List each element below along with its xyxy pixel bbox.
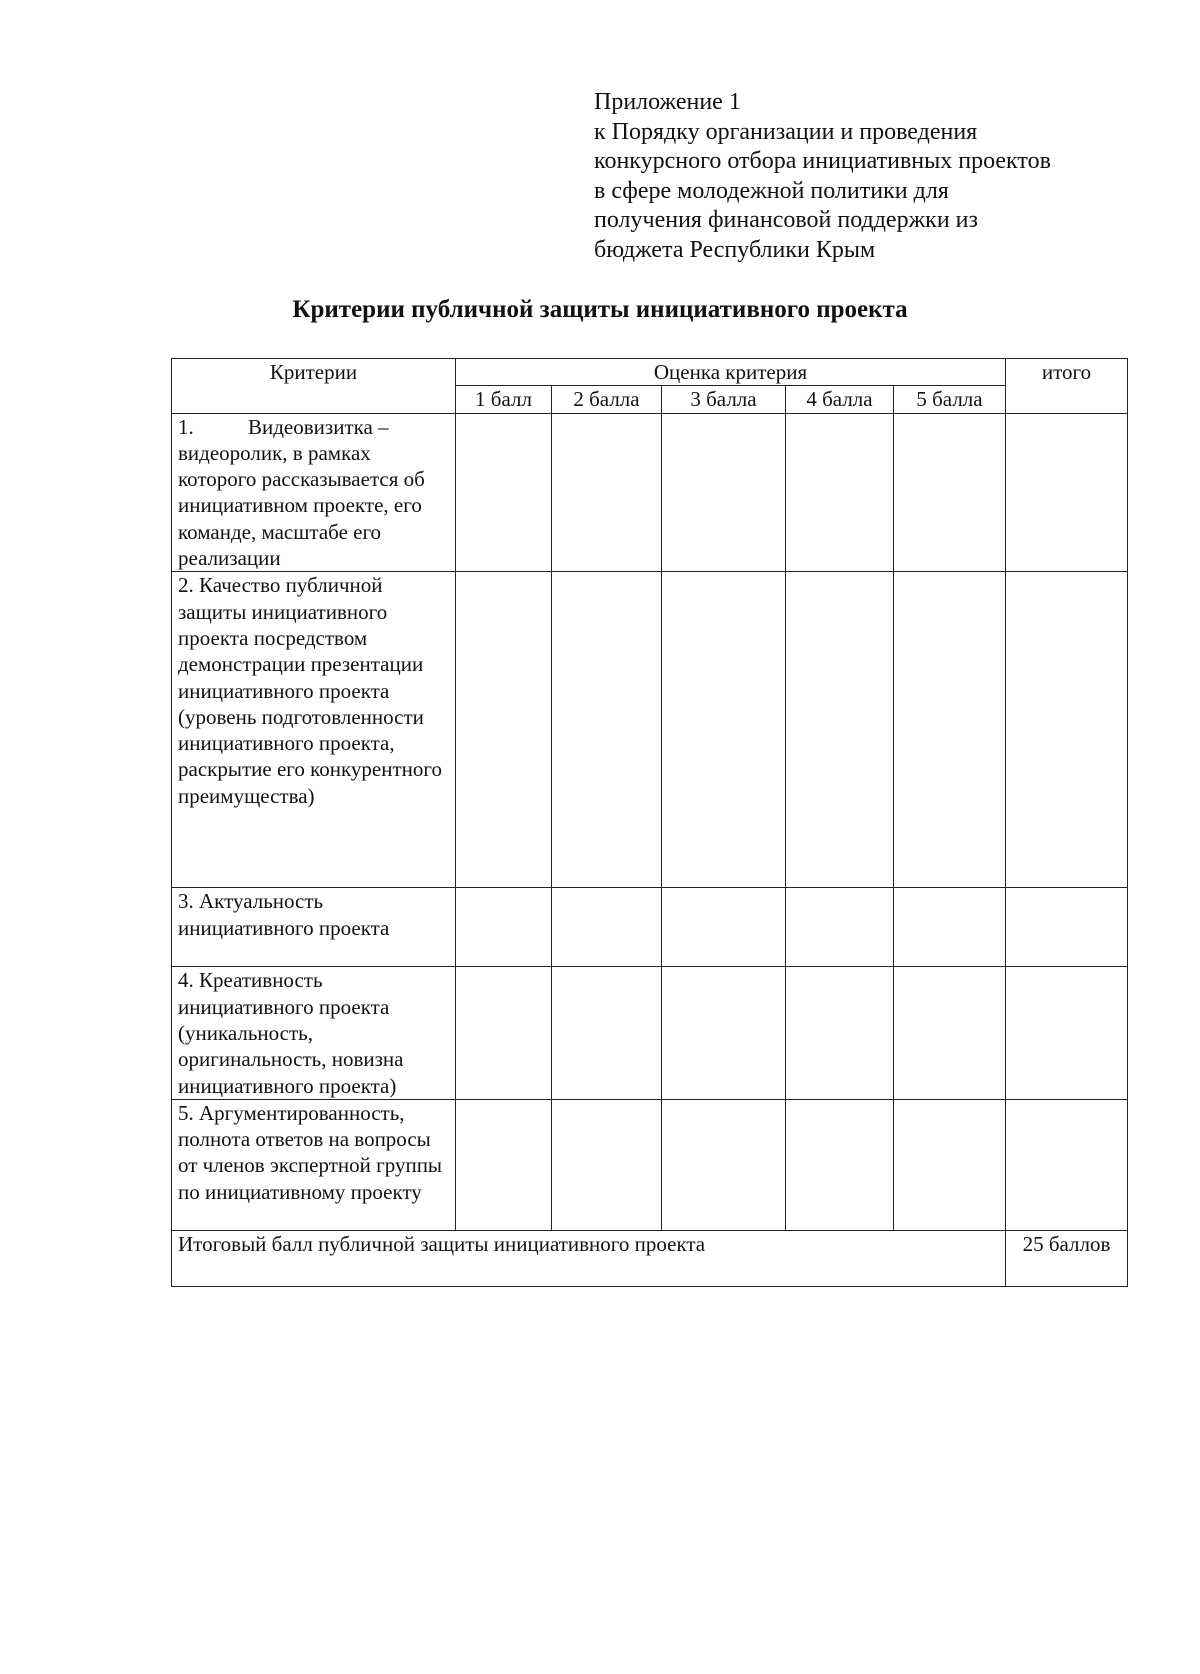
criterion-text: 2. Качество публичной защиты инициативного проекта посредством демонстрации презентации инициативного проекта (уровень подготовленности инициативного проекта, раскрытие его конкурентного преимущества) (172, 572, 456, 888)
appendix-header (594, 88, 1051, 265)
table-row (172, 572, 1128, 888)
total-value: 25 баллов (1006, 1230, 1128, 1286)
criterion-first-line (178, 414, 449, 440)
criterion-text: 4. Креативность инициативного проекта (уникальность, оригинальность, новизна инициативного проекта) (172, 967, 456, 1099)
total-cell (1006, 1099, 1128, 1230)
header-score-4: 4 балла (786, 386, 894, 413)
score-cell (894, 888, 1006, 967)
score-cell (552, 967, 662, 1099)
score-cell (786, 967, 894, 1099)
header-criteria: Критерии (172, 359, 456, 414)
table-row (172, 1099, 1128, 1230)
table-row (172, 967, 1128, 1099)
score-cell (786, 572, 894, 888)
score-cell (662, 967, 786, 1099)
total-label: Итоговый балл публичной защиты инициативного проекта (172, 1230, 1006, 1286)
score-cell (894, 413, 1006, 572)
criteria-table (171, 358, 1128, 1287)
score-cell (552, 572, 662, 888)
table-header-row (172, 359, 1128, 386)
score-cell (894, 572, 1006, 888)
score-cell (662, 888, 786, 967)
score-cell (662, 1099, 786, 1230)
total-cell (1006, 967, 1128, 1099)
score-cell (894, 1099, 1006, 1230)
document-title: Критерии публичной защиты инициативного проекта (292, 296, 908, 323)
total-cell (1006, 572, 1128, 888)
header-score-3: 3 балла (662, 386, 786, 413)
score-cell (662, 413, 786, 572)
score-cell (786, 888, 894, 967)
score-cell (456, 967, 552, 1099)
criterion-text: 3. Актуальность инициативного проекта (172, 888, 456, 967)
score-cell (552, 1099, 662, 1230)
header-score-5: 5 балла (894, 386, 1006, 413)
header-total: итого (1006, 359, 1128, 414)
score-cell (456, 888, 552, 967)
score-cell (456, 413, 552, 572)
score-cell (894, 967, 1006, 1099)
table-row (172, 413, 1128, 572)
criterion-heading: Видеовизитка – (248, 414, 389, 439)
score-cell (552, 413, 662, 572)
score-cell (786, 1099, 894, 1230)
appendix-line: конкурсного отбора инициативных проектов (594, 148, 1051, 174)
appendix-line: в сфере молодежной политики для (594, 177, 949, 204)
score-cell (552, 888, 662, 967)
criterion-number: 1. (178, 414, 194, 439)
total-cell (1006, 888, 1128, 967)
header-score-1: 1 балл (456, 386, 552, 413)
header-score-group: Оценка критерия (456, 359, 1006, 386)
appendix-line: получения финансовой поддержки из (594, 207, 978, 233)
criterion-text: 5. Аргументированность, полнота ответов на вопросы от членов экспертной группы по инициативному проекту (172, 1099, 456, 1230)
score-cell (786, 413, 894, 572)
table-total-row (172, 1230, 1128, 1286)
total-cell (1006, 413, 1128, 572)
appendix-line: бюджета Республики Крым (594, 236, 876, 263)
appendix-line: к Порядку организации и проведения (594, 118, 978, 145)
table-row (172, 888, 1128, 967)
score-cell (456, 572, 552, 888)
score-cell (662, 572, 786, 888)
appendix-line: Приложение 1 (594, 89, 741, 115)
score-cell (456, 1099, 552, 1230)
header-score-2: 2 балла (552, 386, 662, 413)
criterion-text: видеоролик, в рамках которого рассказывается об инициативном проекте, его команде, масштабе его реализации (178, 440, 425, 571)
criterion-cell (172, 413, 456, 572)
